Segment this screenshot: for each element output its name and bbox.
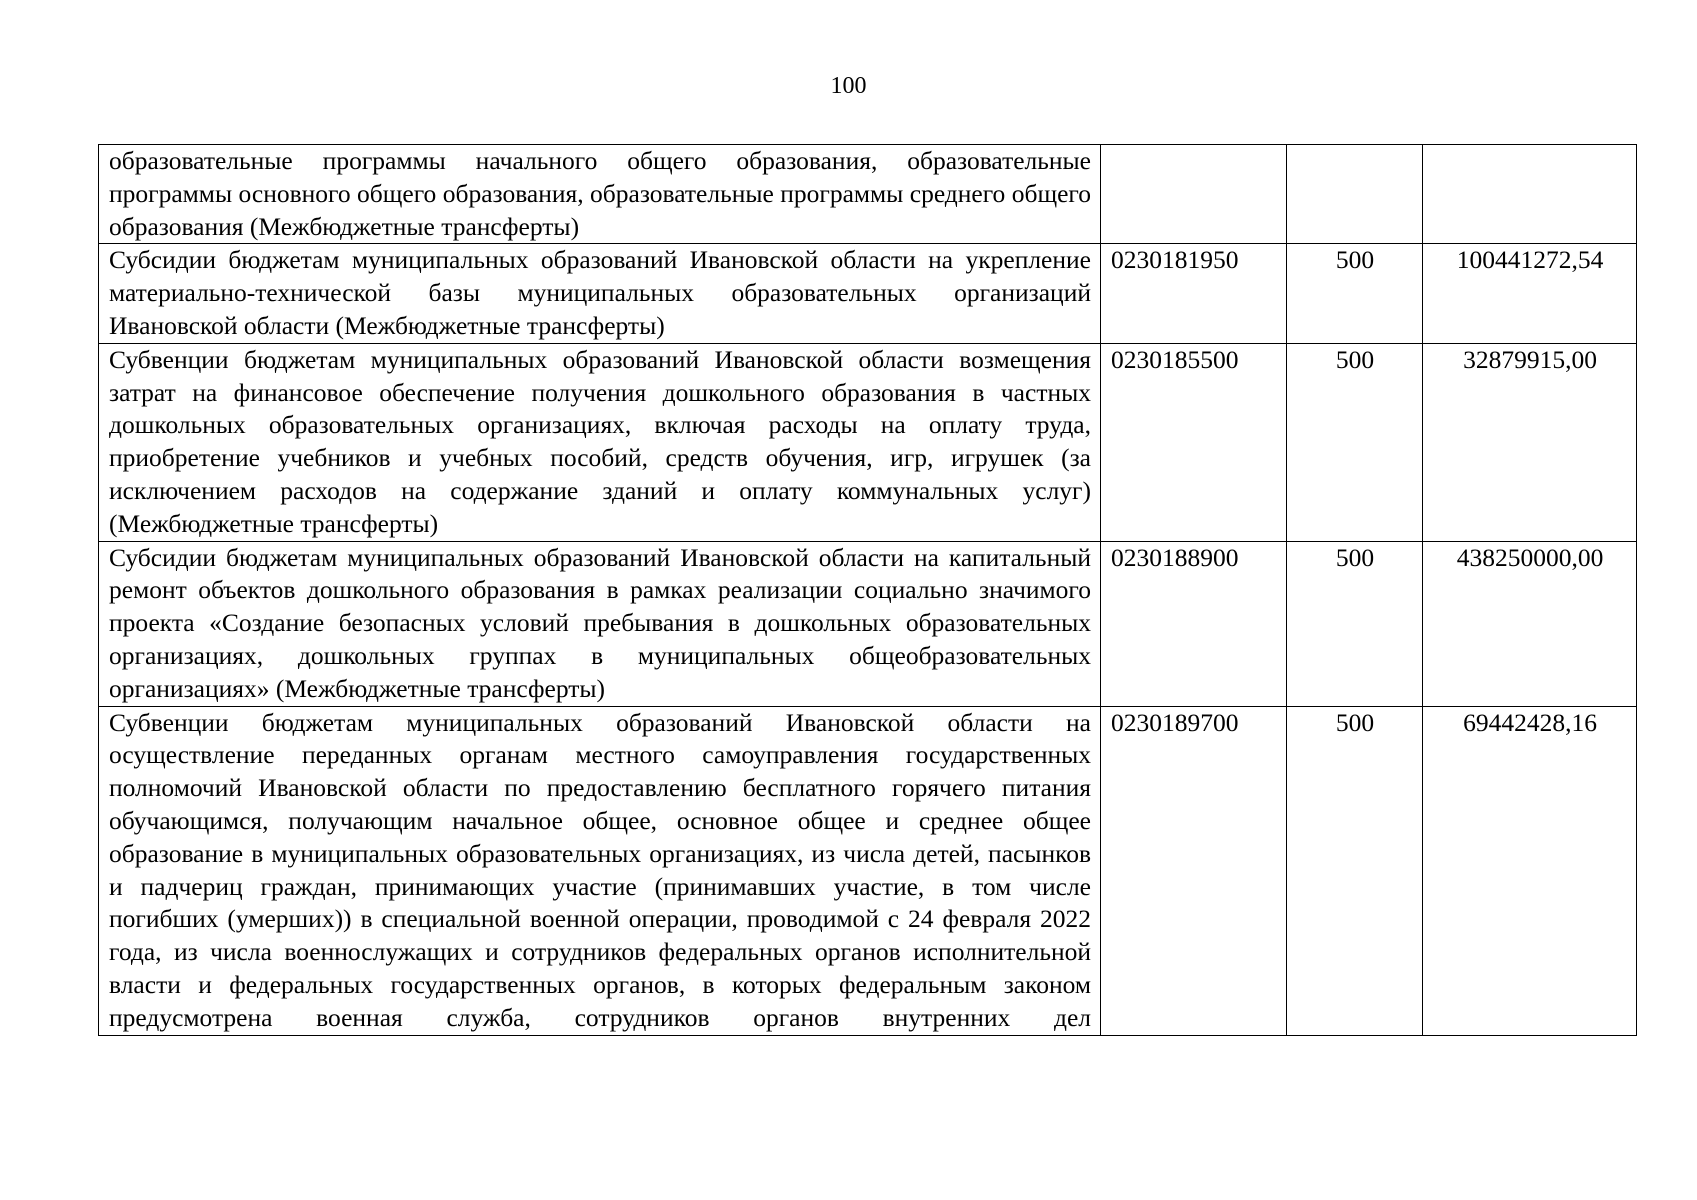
row-amount: 69442428,16 — [1423, 706, 1637, 1035]
row-description: образовательные программы начального общего образования, образовательные программы основного общего образования, образовательные программы среднего общего образования (Межбюджетные трансферты) — [99, 145, 1101, 244]
row-amount — [1423, 145, 1637, 244]
budget-table — [98, 144, 1637, 1036]
row-amount: 438250000,00 — [1423, 541, 1637, 706]
table-row — [99, 706, 1637, 1035]
row-code: 0230181950 — [1101, 244, 1287, 343]
row-amount: 32879915,00 — [1423, 343, 1637, 541]
row-description: Субсидии бюджетам муниципальных образований Ивановской области на укрепление материально-технической базы муниципальных образовательных организаций Ивановской области (Межбюджетные трансферты) — [99, 244, 1101, 343]
row-code — [1101, 145, 1287, 244]
row-description: Субсидии бюджетам муниципальных образований Ивановской области на капитальный ремонт объектов дошкольного образования в рамках реализации социально значимого проекта «Создание безопасных условий пребывания в дошкольных образовательных организациях, дошкольных группах в муниципальных общеобразовательных организациях» (Межбюджетные трансферты) — [99, 541, 1101, 706]
row-expense-type — [1287, 145, 1423, 244]
row-expense-type: 500 — [1287, 706, 1423, 1035]
row-expense-type: 500 — [1287, 343, 1423, 541]
page-number: 100 — [830, 73, 867, 99]
row-code: 0230188900 — [1101, 541, 1287, 706]
row-description: Субвенции бюджетам муниципальных образований Ивановской области на осуществление переданных органам местного самоуправления государственных полномочий Ивановской области по предоставлению бесплатного горячего питания обучающимся, получающим начальное общее, основное общее и среднее общее образование в муниципальных образовательных организациях, из числа детей, пасынков и падчериц граждан, принимающих участие (принимавших участие, в том числе погибших (умерших)) в специальной военной операции, проводимой с 24 февраля 2022 года, из числа военнослужащих и сотрудников федеральных органов исполнительной власти и федеральных государственных органов, в которых федеральным законом предусмотрена военная служба, сотрудников органов внутренних дел — [99, 706, 1101, 1035]
row-expense-type: 500 — [1287, 541, 1423, 706]
table-row — [99, 145, 1637, 244]
table-row — [99, 244, 1637, 343]
table-row — [99, 343, 1637, 541]
table-row — [99, 541, 1637, 706]
row-code: 0230185500 — [1101, 343, 1287, 541]
row-description: Субвенции бюджетам муниципальных образований Ивановской области возмещения затрат на финансовое обеспечение получения дошкольного образования в частных дошкольных образовательных организациях, включая расходы на оплату труда, приобретение учебников и учебных пособий, средств обучения, игр, игрушек (за исключением расходов на содержание зданий и оплату коммунальных услуг) (Межбюджетные трансферты) — [99, 343, 1101, 541]
row-expense-type: 500 — [1287, 244, 1423, 343]
row-code: 0230189700 — [1101, 706, 1287, 1035]
row-amount: 100441272,54 — [1423, 244, 1637, 343]
